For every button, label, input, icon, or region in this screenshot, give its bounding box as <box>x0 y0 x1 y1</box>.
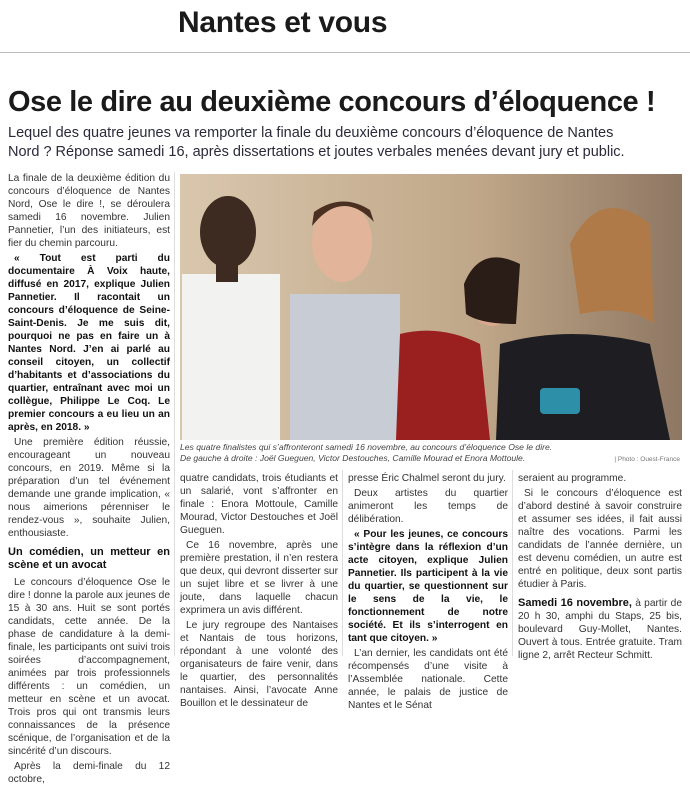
paragraph: Si le concours d’éloquence est d’abord destiné à savoir construire et assumer ses idées, il fait aussi naître des vocations. Parmi les candidats de l’année dernière, un est devenu comédien, un autre est entré en politique, deux sont partis étudier à Paris. <box>518 488 682 590</box>
finalists-photo <box>180 174 682 440</box>
column-divider <box>512 470 513 656</box>
paragraph: seraient au programme. <box>518 473 627 484</box>
paragraph: quatre candidats, trois étudiants et un salarié, vont s’affronter en finale : Enora Mottoule, Camille Mourad, Victor Destouches et Joël Gueguen. <box>180 473 338 536</box>
paragraph: Deux artistes du quartier animeront les temps de délibération. <box>348 488 508 525</box>
column-3 <box>348 472 508 711</box>
quote-paragraph: « Tout est parti du documentaire À Voix haute, diffusé en 2017, explique Julien Pannetier. Il racontait un concours d’éloquence de Seine-Saint-Denis. Je me suis dit, pourquoi ne pas en faire un à Nantes Nord. J’en ai parlé au conseil citoyen, un collectif d’habitants et d’associations du quartier, entraînant avec moi un collègue, Philippe Le Coq. Le premier concours a eu lieu un an après, en 2018. » <box>8 253 170 433</box>
quote-paragraph: « Pour les jeunes, ce concours s’intègre dans la réflexion d’un acte citoyen, explique Julien Pannetier. Ils participent à la vie du quartier, se questionnent sur le sens de la vie, le fonctionnement de notre société. Et ils s’interrogent en tant que citoyen. » <box>348 529 508 644</box>
paragraph: Le concours d’éloquence Ose le dire ! donne la parole aux jeunes de 15 à 30 ans. Huit se sont portés candidats, cette année. De la phase de candidature à la demi-finale, les participants ont suivi trois soirées d’accompagnement, animées par trois professionnels différents : un comédien, un metteur en scène et un avocat. Trois pros qui ont transmis leurs connaissances de la présence scénique, de l’organisation et de la sincérité d’un discours. <box>8 577 170 757</box>
column-divider <box>342 470 343 656</box>
column-1 <box>8 172 170 785</box>
caption-line-1: Les quatre finalistes qui s’affronteront samedi 16 novembre, au concours d’éloquence Ose le dire. <box>180 442 553 452</box>
paragraph: presse Éric Chalmel seront du jury. <box>348 473 506 484</box>
column-4 <box>518 472 682 661</box>
article-lead: Lequel des quatre jeunes va remporter la finale du deuxième concours d’éloquence de Nantes Nord ? Réponse samedi 16, après dissertations et joutes verbales menées devant jury et public. <box>8 125 625 160</box>
header-divider <box>0 52 690 53</box>
column-divider <box>174 172 175 656</box>
article-headline: Ose le dire au deuxième concours d’éloquence ! <box>8 86 656 118</box>
section-title: Nantes et vous <box>178 6 388 39</box>
paragraph: Le jury regroupe des Nantaises et Nantais de tous horizons, répondant à une volonté des organisateurs de faire venir, dans le quartier, des personnalités nantaises. Ainsi, l’avocate Anne Bouillon et le dessinateur de <box>180 620 338 709</box>
paragraph: L’an dernier, les candidats ont été récompensés d’une visite à l’Assemblée nationale. Cette année, le palais de justice de Nantes et le Sénat <box>348 648 508 711</box>
paragraph: Ce 16 novembre, après une première prestation, il n’en restera que deux, qui devront disserter sur un sujet libre et se livrer à une joute, dans laquelle chacun exprimera un avis différent. <box>180 540 338 616</box>
photo-illustration <box>180 174 682 440</box>
paragraph: Une première édition réussie, encourageant un nouveau concours, en 2019. Même si la préparation d’un tel événement demande une grande implication, « nous aimerions pérenniser le rendez-vous », souhaite Julien, enthousiaste. <box>8 437 170 539</box>
caption-line-2: De gauche à droite : Joël Gueguen, Victor Destouches, Camille Mourad et Enora Mottoule. <box>180 453 526 463</box>
photo-credit: | Photo : Ouest-France <box>614 456 680 463</box>
column-2 <box>180 472 338 709</box>
paragraph: La finale de la deuxième édition du concours d’éloquence de Nantes Nord, Ose le dire !, se déroulera samedi 16 novembre. Julien Pannetier, l’un des initiateurs, est fier du chemin parcouru. <box>8 173 170 249</box>
paragraph: Après la demi-finale du 12 octobre, <box>8 761 170 785</box>
subheading: Un comédien, un metteur en scène et un avocat <box>8 546 170 571</box>
photo-caption <box>180 442 682 464</box>
info-paragraph: Samedi 16 novembre, à partir de 20 h 30, amphi du Staps, 25 bis, boulevard Guy-Mollet, Nantes. Ouvert à tous. Entrée gratuite. Tram ligne 2, arrêt Recteur Schmitt. <box>518 597 682 661</box>
